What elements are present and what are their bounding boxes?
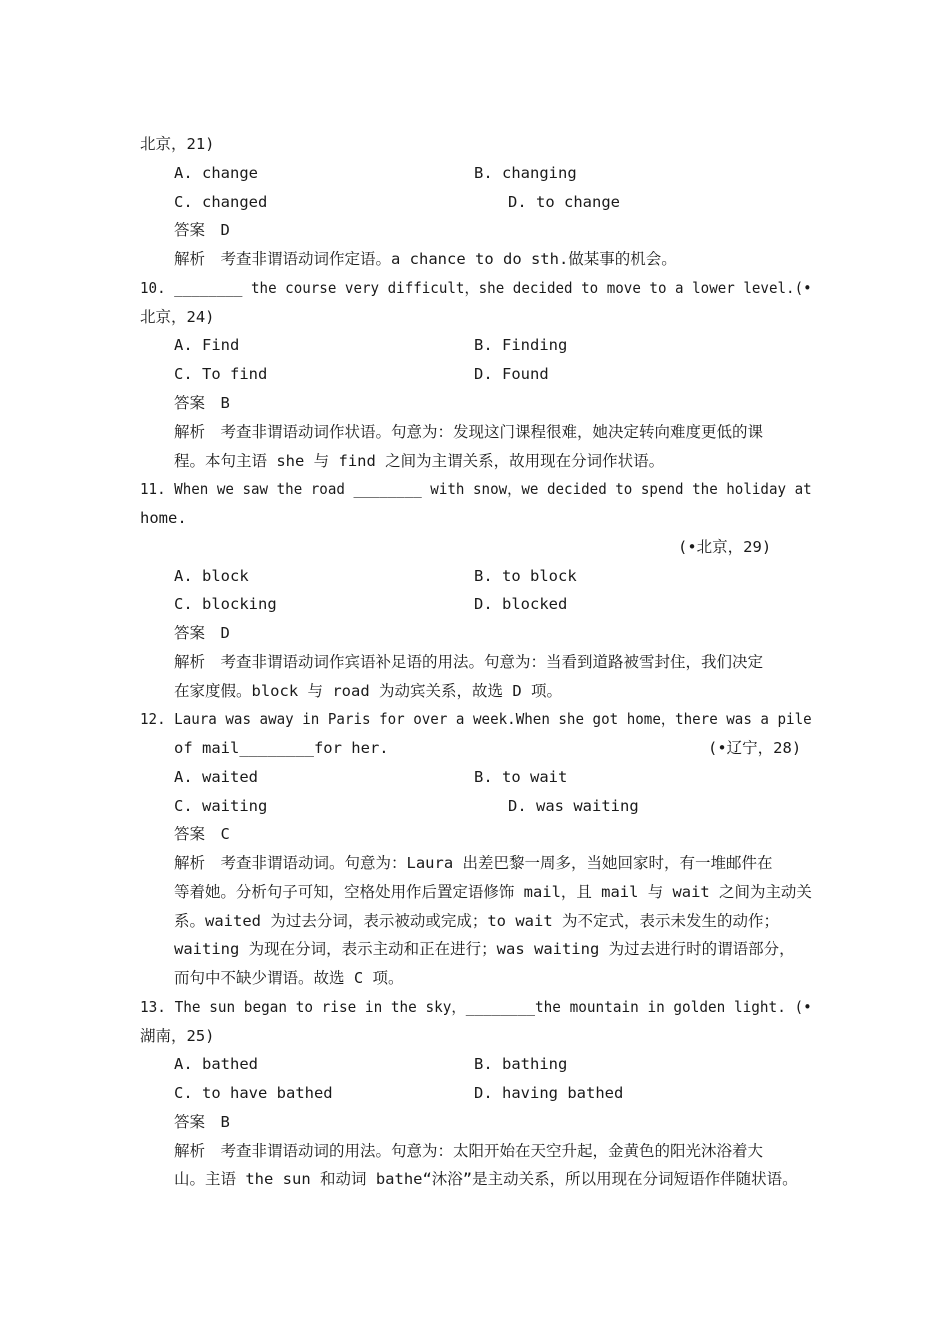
question-12-option-b: B. to wait (474, 768, 568, 786)
question-13-explanation-line-1: 解析 考查非谓语动词的用法。句意为：太阳开始在天空升起，金黄色的阳光沐浴着大 (174, 1142, 764, 1160)
question-12-explanation-line-5: 而句中不缺少谓语。故选 C 项。 (174, 969, 404, 987)
question-9-option-a: A. change (174, 164, 258, 182)
question-9-answer: 答案 D (174, 221, 230, 239)
question-9-option-d: D. to change (508, 193, 620, 211)
question-13-stem: 13. The sun began to rise in the sky，________the mountain in golden light. (• (140, 998, 812, 1016)
question-13-option-d: D. having bathed (474, 1084, 624, 1102)
question-10-option-b: B. Finding (474, 336, 568, 354)
question-13-option-a: A. bathed (174, 1055, 258, 1073)
question-12-explanation-line-1: 解析 考查非谓语动词。句意为：Laura 出差巴黎一周多，当她回家时，有一堆邮件在 (174, 854, 773, 872)
question-12-answer: 答案 C (174, 825, 230, 843)
question-10-option-d: D. Found (474, 365, 549, 383)
question-11-stem: 11. When we saw the road ________ with snow，we decided to spend the holiday at (140, 480, 812, 498)
question-10-stem: 10. ________ the course very difficult，she decided to move to a lower level.(• (140, 279, 812, 297)
question-10-answer: 答案 B (174, 394, 230, 412)
question-12-explanation-line-2: 等着她。分析句子可知，空格处用作后置定语修饰 mail，且 mail 与 wait 之间为主动关 (174, 883, 812, 901)
question-10-explanation-line-1: 解析 考查非谓语动词作状语。句意为：发现这门课程很难，她决定转向难度更低的课 (174, 423, 764, 441)
question-12-explanation-line-3: 系。waited 为过去分词，表示被动或完成；to wait 为不定式，表示未发生的动作； (174, 912, 779, 930)
question-10-option-c: C. To find (174, 365, 268, 383)
question-12-option-d: D. was waiting (508, 797, 639, 815)
question-13-option-c: C. to have bathed (174, 1084, 333, 1102)
question-12-option-a: A. waited (174, 768, 258, 786)
question-13-explanation-line-2: 山。主语 the sun 和动词 bathe“沐浴”是主动关系，所以用现在分词短语作伴随状语。 (174, 1170, 798, 1188)
question-9-explanation: 解析 考查非谓语动词作定语。a chance to do sth.做某事的机会。 (174, 250, 677, 268)
question-12-stem: 12. Laura was away in Paris for over a week.When she got home，there was a pile (140, 710, 812, 728)
question-11-option-b: B. to block (474, 567, 577, 585)
question-11-stem-line-2: home. (140, 509, 187, 527)
question-11-explanation-line-1: 解析 考查非谓语动词作宾语补足语的用法。句意为：当看到道路被雪封住，我们决定 (174, 653, 764, 671)
question-9-option-b: B. changing (474, 164, 577, 182)
question-12-stem-line-2: of mail________for her. (174, 739, 389, 757)
question-11-option-c: C. blocking (174, 595, 277, 613)
question-13-option-b: B. bathing (474, 1055, 568, 1073)
question-10-source: 北京，24) (140, 308, 215, 326)
question-11-source: (•北京，29) (678, 538, 772, 556)
question-9-source: 北京，21) (140, 135, 215, 153)
question-10-option-a: A. Find (174, 336, 240, 354)
question-11-option-a: A. block (174, 567, 249, 585)
question-12-explanation-line-4: waiting 为现在分词，表示主动和正在进行；was waiting 为过去进行时的谓语部分， (174, 940, 795, 958)
question-12-source: (•辽宁，28) (708, 739, 802, 757)
question-13-answer: 答案 B (174, 1113, 230, 1131)
question-10-explanation-line-2: 程。本句主语 she 与 find 之间为主谓关系，故用现在分词作状语。 (174, 452, 665, 470)
question-11-answer: 答案 D (174, 624, 230, 642)
question-12-option-c: C. waiting (174, 797, 268, 815)
question-11-explanation-line-2: 在家度假。block 与 road 为动宾关系，故选 D 项。 (174, 682, 562, 700)
question-9-option-c: C. changed (174, 193, 268, 211)
question-11-option-d: D. blocked (474, 595, 568, 613)
question-13-source: 湖南，25) (140, 1027, 215, 1045)
